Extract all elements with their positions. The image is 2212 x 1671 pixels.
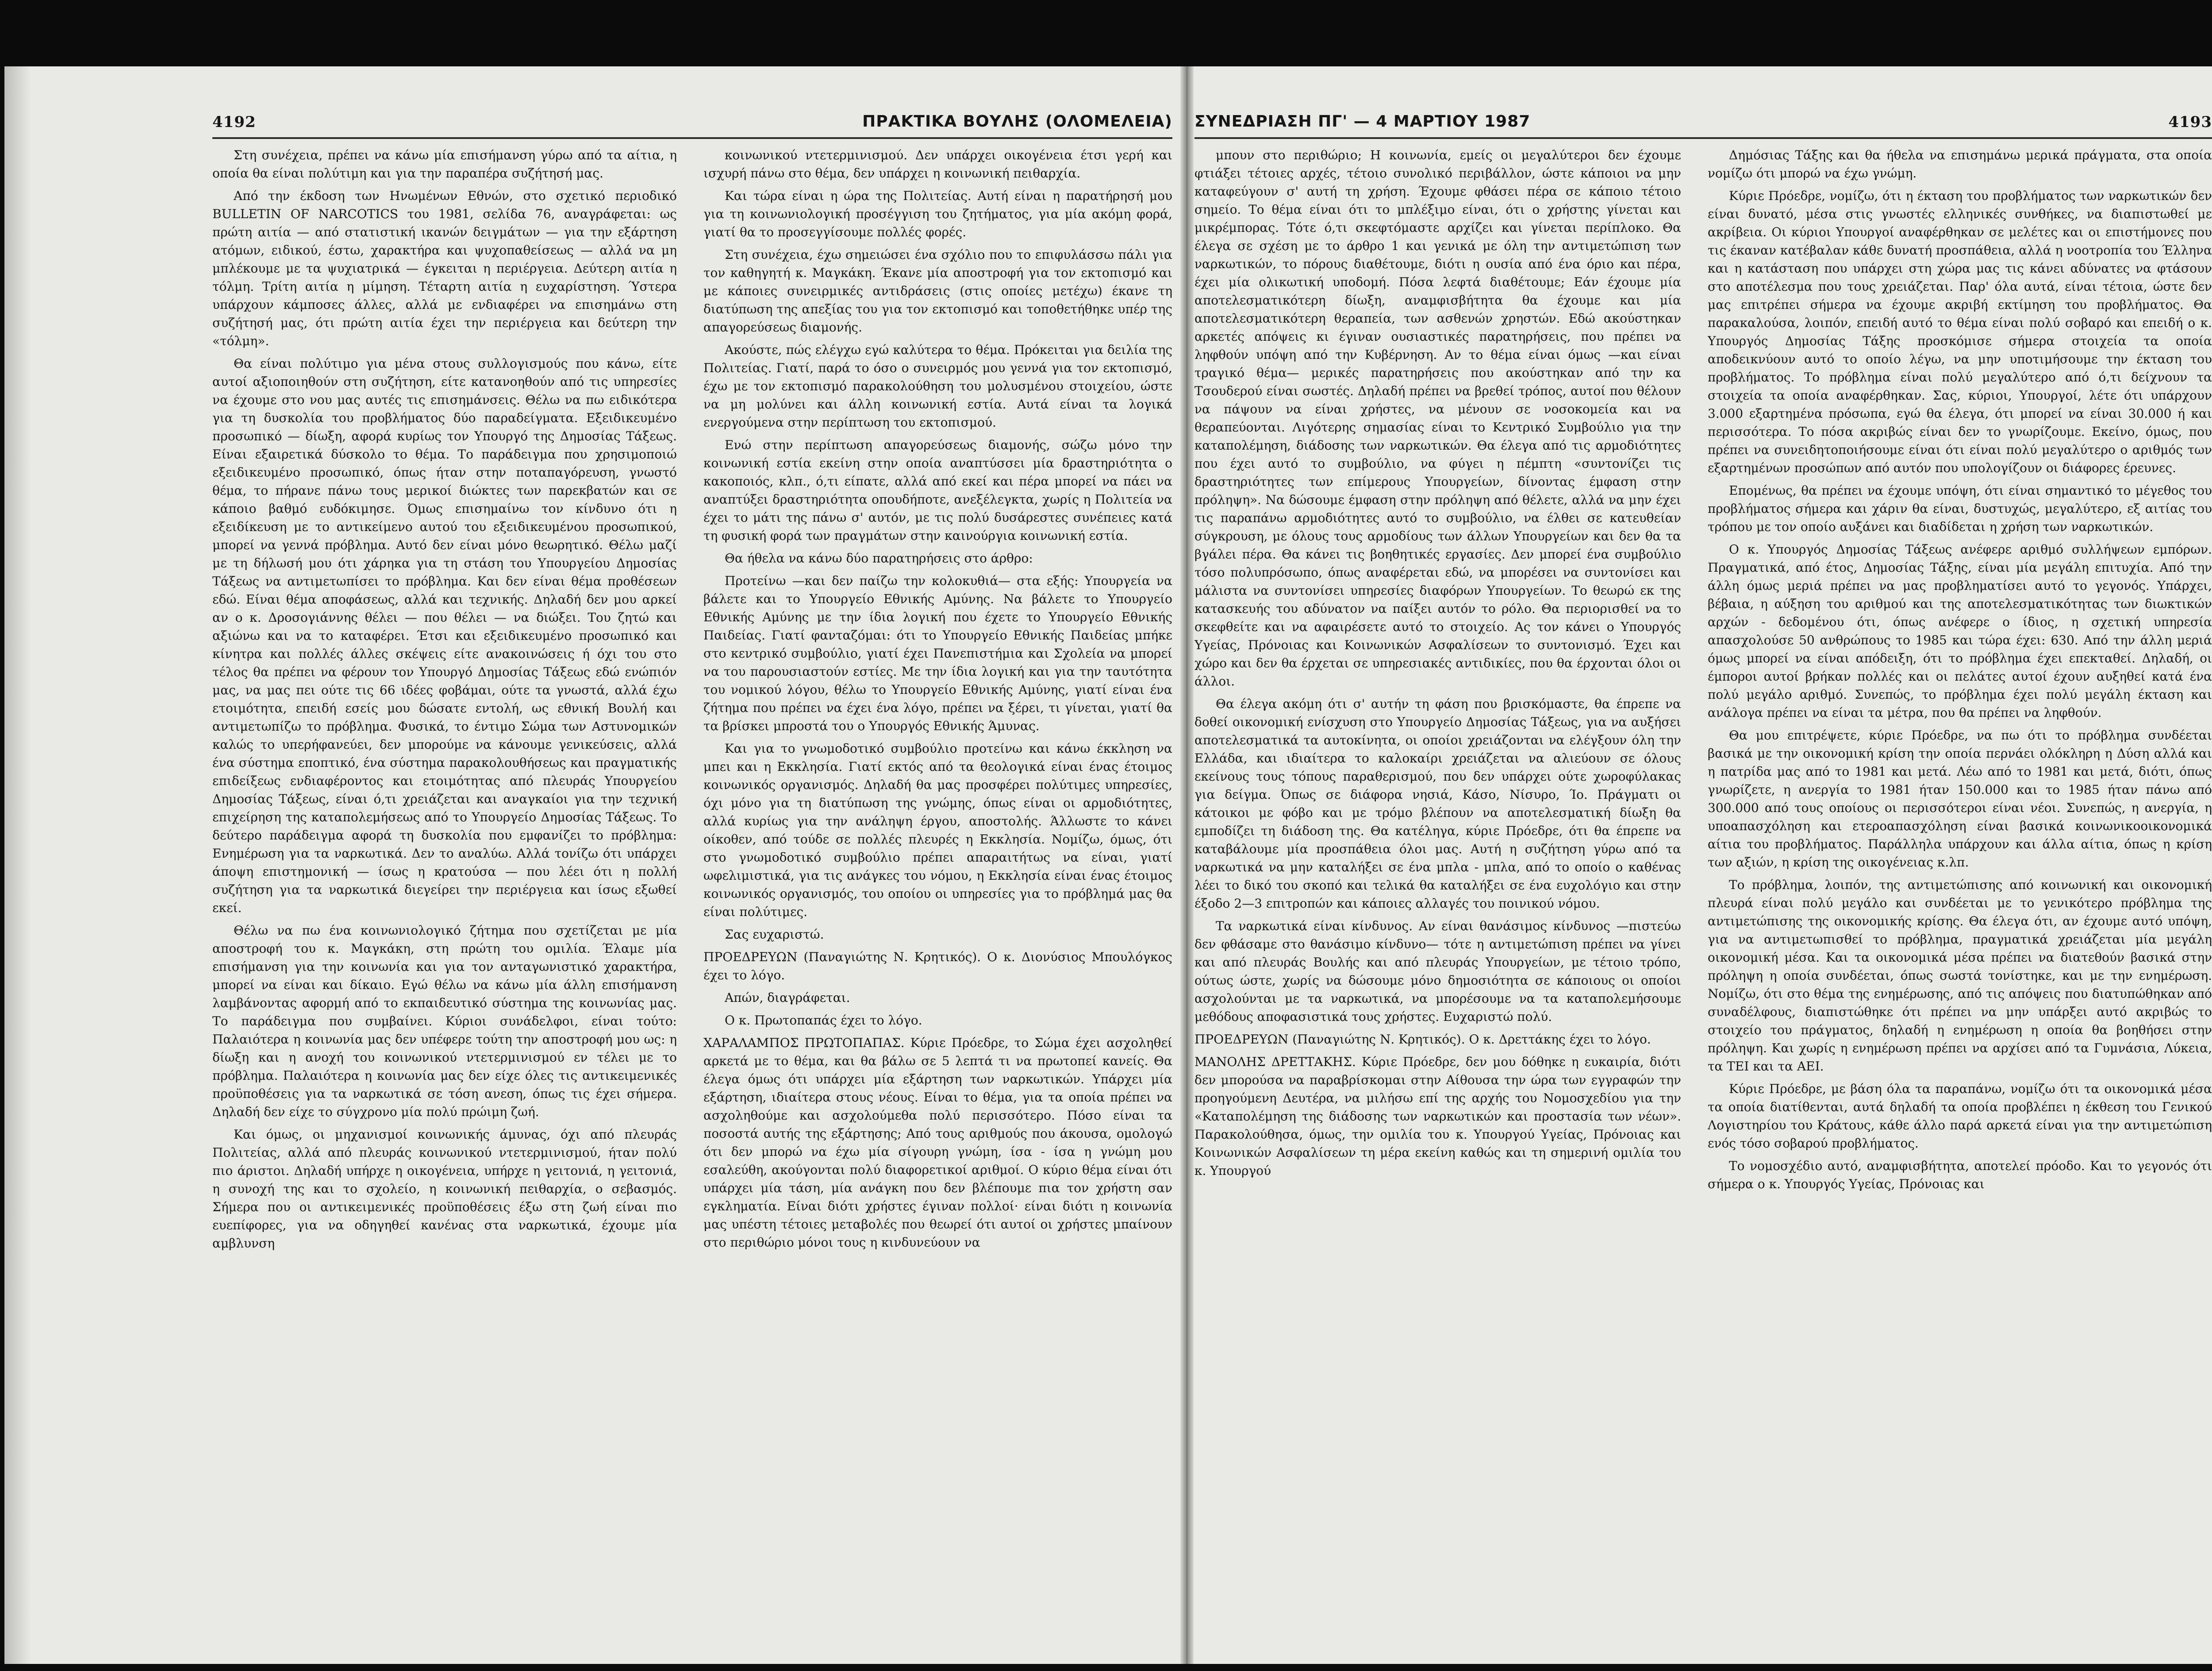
paragraph: Ενώ στην περίπτωση απαγορεύσεως διαμονής, σώζω μόνο την κοινωνική εστία εκείνη στην οποία αναπτύσσει μία δραστηριότητα ο κακοποιός, κλπ., ό,τι είπατε, αλλά από εκεί και πέρα μπορεί να πάει να αναπτύξει δραστηριότητα οπουδήποτε, ανεξέλεγκτα, χωρίς η Πολιτεία να έχει το μάτι της πάνω σ' αυτόν, με τις πολύ δυσάρεστες συνέπειες κατά τη φυσική φορά των πραγμάτων στην καινούργια κοινωνική εστία.	[703, 438, 1172, 543]
paragraph: Σας ευχαριστώ.	[725, 927, 824, 942]
paragraph: Θα ήθελα να κάνω δύο παρατηρήσεις στο άρθρο:	[725, 551, 1033, 566]
left-running-head: ΠΡΑΚΤΙΚΑ ΒΟΥΛΗΣ (ΟΛΟΜΕΛΕΙΑ)	[862, 112, 1172, 131]
speaker-paragraph: ΧΑΡΑΛΑΜΠΟΣ ΠΡΩΤΟΠΑΠΑΣ. Κύριε Πρόεδρε, το Σώμα έχει ασχοληθεί αρκετά με το θέμα, και θα βάλω σε 5 λεπτά τι να πρωτοπεί κανείς. Θα έλεγα όμως ότι υπάρχει μία εξάρτηση των ναρκωτικών. Υπάρχει μία εξάρτηση, ιδιαίτερα στους νέους. Είναι το θέμα, για τα οποία πρέπει να ασχοληθούμε και ασχολούμεθα πολύ περισσότερο. Πόσο είναι τα ποσοστά αυτής της εξάρτησης; Από τους αριθμούς που άκουσα, ομολογώ ότι δεν μπορώ να έχω μία σίγουρη γνώμη, ίσα - ίσα η γνώμη μου εσαλεύθη, ακούγονται πολύ διαφορετικοί αριθμοί. Ο κύριο θέμα είναι ότι υπάρχει μία τάση, μία ανάγκη που δεν βλέπουμε πια τον χρήστη σαν εγκληματία. Είναι διότι χρήστες έγιναν πολλοί· είναι διότι η κοινωνία μας υπέστη τέτοιες μεταβολές που θεωρεί ότι αυτοί οι χρήστες μπαίνουν στο περιθώριο μόνοι τους η κινδυνεύουν να	[703, 1036, 1172, 1250]
paragraph: Θέλω να πω ένα κοινωνιολογικό ζήτημα που σχετίζεται με μία αποστροφή του κ. Μαγκάκη, στη πρώτη του ομιλία. Έλαμε μία επισήμανση για την κοινωνία και για τον ανταγωνιστικό χαρακτήρα, μπορεί να είναι και δίκαιο. Εγώ θέλω να κάνω μία άλλη επισήμανση λαμβάνοντας αφορμή από το εκπαιδευτικό σύστημα της κοινωνίας μας. Το παράδειγμα που συμβαίνει. Κύριοι συνάδελφοι, είναι τούτο: Παλαιότερα η κοινωνία μας δεν υπέφερε τούτη την αποστροφή μου ως: η δίωξη και η ανοχή του κοινωνικού ντετερμινισμού εν τέλει με το πρόβλημα. Παλαιότερα η κοινωνία μας δεν είχε όλες τις αντικειμενικές προϋποθέσεις για τα ναρκωτικά σε τόση ανεση, όπως τις έχει σήμερα. Δηλαδή δεν είχε το σύγχρονο μία πολύ πρώιμη ζωή.	[212, 923, 677, 1119]
right-header	[1194, 111, 2212, 139]
paragraph: Και τώρα είναι η ώρα της Πολιτείας. Αυτή είναι η παρατήρησή μου για τη κοινωνιολογική προσέγγιση του ζητήματος, για μία ακόμη φορά, γιατί θα το προσεγγίσουμε πολλές φορές.	[703, 189, 1172, 239]
paragraph: Κύριε Πρόεδρε, νομίζω, ότι η έκταση του προβλήματος των ναρκωτικών δεν είναι δυνατό, μέσα στις γνωστές ελληνικές συνθήκες, να διαπιστωθεί με ακρίβεια. Οι κύριοι Υπουργοί αναφέρθηκαν σε μελέτες και οι επιστήμονες που τις έκαναν κατέβαλαν κάθε δυνατή προσπάθεια, αλλά η νοοτροπία του Έλληνα και η κατάσταση που υπάρχει στη χώρα μας τις κάνει αδύνατες να φτάσουν στο αποτέλεσμα που τους χρειάζεται. Παρ' όλα αυτά, είναι τέτοια, ώστε δεν μας επιτρέπει σήμερα να έχουμε ακριβή εκτίμηση του προβλήματος. Θα παρακαλούσα, λοιπόν, επειδή αυτό το θέμα είναι πολύ σοβαρό και επειδή ο κ. Υπουργός Δημοσίας Τάξης προσκόμισε σήμερα στοιχεία τα οποία αποδεικνύουν αυτό το οποίο λέγω, να μην υποτιμήσουμε την έκταση του προβλήματος. Το πρόβλημα είναι πολύ μεγαλύτερο από ό,τι δείχνουν τα στοιχεία τα οποία αναφέρθηκαν. Σας, κύριοι, Υπουργοί, λέτε ότι υπάρχουν 3.000 εξαρτημένα πρόσωπα, εγώ θα έλεγα, ότι μπορεί να είναι 30.000 ή και περισσότερα. Το πόσα ακριβώς είναι δεν το γνωρίζουμε. Εκείνο, όμως, που πρέπει να συνειδητοποιήσουμε είναι ότι είναι πολύ μεγαλύτερο ο αριθμός των εξαρτημένων προσώπων από αυτόν που υπολογίζουν οι διάφορες έρευνες.	[1708, 189, 2212, 475]
right-page-number: 4193	[2168, 113, 2212, 131]
left-header	[212, 111, 1172, 139]
paragraph: Προτείνω —και δεν παίζω την κολοκυθιά— στα εξής: Υπουργεία να βάλετε και το Υπουργείο Εθνικής Αμύνης. Να βάλετε το Υπουργείο Εθνικής Αμύνης με την ίδια λογική που έχετε το Υπουργείο Εθνικής Παιδείας. Γιατί φανταζόμαι: ότι το Υπουργείο Εθνικής Παιδείας μπήκε στο κεντρικό συμβούλιο, γιατί έχει Πανεπιστήμια και Σχολεία να μπορεί να του παρουσιαστούν εστίες. Με την ίδια λογική και για την ταυτότητα του νομικού λόγου, θέλω το Υπουργείο Εθνικής Αμύνης, γιατί είναι ένα ζήτημα που πρέπει να έχει ένα λόγο, πρέπει να ξέρει, τι γίνεται, γιατί θα τα βρίσκει μπροστά του ο Υπουργός Εθνικής Άμυνας.	[703, 574, 1172, 733]
paragraph: Στη συνέχεια, έχω σημειώσει ένα σχόλιο που το επιφυλάσσω πάλι για τον καθηγητή κ. Μαγκάκη. Έκανε μία αποστροφή για τον εκτοπισμό και με κάποιες συνειρμικές αντιδράσεις (στις οποίες μετέχω) έκανε τη διατύπωση της απεξίας του για τον εκτοπισμό και τοποθετήθηκε υπέρ της απαγορεύσεως διαμονής.	[703, 247, 1172, 335]
book-spine	[1180, 66, 1194, 1664]
paragraph: Ο κ. Πρωτοπαπάς έχει το λόγο.	[725, 1013, 922, 1028]
paragraph: Το πρόβλημα, λοιπόν, της αντιμετώπισης από κοινωνική και οικονομική πλευρά είναι πολύ μεγάλο και συνδέεται με το γενικότερο πρόβλημα της αντιμετώπισης της οικονομικής κρίσης. Θα έλεγα ότι, αν έχουμε αυτό υπόψη, για να αντιμετωπισθεί το πρόβλημα, πραγματικά χρειάζεται μία μεγάλη οικονομική μέσα. Και τα οικονομικά μέσα πρέπει να διατεθούν βασικά στην πρόληψη η οποία συνδέεται, όπως σωστά τονίστηκε, και με την ενημέρωση. Νομίζω, ότι στο θέμα της ενημέρωσης, από τις απόψεις που διατυπώθηκαν από συναδέλφους, διαπιστώθηκε ότι πρέπει να μην υπάρξει αυτό ακριβώς το στοιχείο του πράγματος, δηλαδή η ενημέρωση η οποία θα βοηθήσει στην πρόληψη. Και χωρίς η ενημέρωση πρέπει να αρχίσει από τα Γυμνάσια, Λύκεια, τα ΤΕΙ και τα ΑΕΙ.	[1708, 878, 2212, 1074]
left-column-1	[212, 146, 677, 1664]
paragraph: Ο κ. Υπουργός Δημοσίας Τάξεως ανέφερε αριθμό συλλήψεων εμπόρων. Πραγματικά, από έτος, Δημοσίας Τάξης, είναι μία μεγάλη επιτυχία. Από την άλλη όμως μεριά πρέπει να μας προβληματίσει αυτό το γεγονός. Υπάρχει, βέβαια, η αύξηση του αριθμού και της αποτελεσματικότητας των διωκτικών αρχών - δεδομένου ότι, όπως ανέφερε ο ίδιος, η σχετική υπηρεσία απασχολούσε 50 ανθρώπους το 1985 και τώρα έχει: 630. Από την άλλη μεριά όμως μπορεί να είναι απόδειξη, ότι το πρόβλημα έχει επεκταθεί. Δηλαδή, οι έμποροι αυτοί βρήκαν πολλές και οι πελάτες αυτοί έχουν αυξηθεί κατά ένα πολύ μεγάλο αριθμό. Συνεπώς, το πρόβλημα έχει πολύ μεγάλη έκταση και ανάλογα πρέπει να είναι τα μέτρα, που θα πρέπει να ληφθούν.	[1708, 542, 2212, 720]
right-running-head: ΣΥΝΕΔΡΙΑΣΗ ΠΓ' — 4 ΜΑΡΤΙΟΥ 1987	[1194, 112, 1531, 131]
paragraph: Από την έκδοση των Ηνωμένων Εθνών, στο σχετικό περιοδικό BULLETIN OF NARCOTICS του 1981, σελίδα 76, αναγράφεται: ως πρώτη αιτία — από στατιστική ικανών δειγμάτων — για την εξάρτηση ατόμων, ειδικού, έστω, χαρακτήρα και ψυχοπαθείσεως — αλλά να μη μπλέκουμε με τα ψυχιατρικά — έγκειται η περιέργεια. Δεύτερη αιτία η τόλμη. Τρίτη αιτία η μίμηση. Τέταρτη αιτία η ευχαρίστηση. Ύστερα υπάρχουν κάμποσες άλλες, αλλά με ενδιαφέρει να επισημάνω στη συζήτησή μας, ότι πρώτη αιτία έχει την περιέργεια και δεύτερη την «τόλμη».	[212, 189, 677, 348]
paragraph: Επομένως, θα πρέπει να έχουμε υπόψη, ότι είναι σημαντικό το μέγεθος του προβλήματος σήμερα και χάριν θα είναι, δυστυχώς, μεγαλύτερο, εξ αιτίας του τρόπου με τον οποίο αυξάνει και διαδίδεται η χρήση των ναρκωτικών.	[1708, 483, 2212, 534]
paragraph: Δημόσιας Τάξης και θα ήθελα να επισημάνω μερικά πράγματα, στα οποία νομίζω ότι μπορώ να έχω γνώμη.	[1708, 148, 2212, 181]
speaker-paragraph: ΜΑΝΟΛΗΣ ΔΡΕΤΤΑΚΗΣ. Κύριε Πρόεδρε, δεν μου δόθηκε η ευκαιρία, διότι δεν μπορούσα να παραβρίσκομαι στην Αίθουσα την ώρα των εγγραφών την προηγούμενη Δευτέρα, να μιλήσω επί της αρχής του Νομοσχεδίου για την «Καταπολέμηση της διάδοσης των ναρκωτικών και προστασία των νέων». Παρακολούθησα, όμως, την ομιλία του κ. Υπουργού Υγείας, Πρόνοιας και Κοινωνικών Ασφαλίσεων τη μέρα εκείνη καθώς και τη σημερινή ομιλία του κ. Υπουργού	[1194, 1055, 1681, 1178]
paragraph: Στη συνέχεια, πρέπει να κάνω μία επισήμανση γύρω από τα αίτια, η οποία θα είναι πολύτιμη και για την παραπέρα συζήτησή μας.	[212, 148, 677, 181]
left-column-2	[703, 146, 1172, 1664]
speaker-paragraph: ΠΡΟΕΔΡΕΥΩΝ (Παναγιώτης Ν. Κρητικός). Ο κ. Διονύσιος Μπουλόγκος έχει το λόγο.	[703, 950, 1172, 982]
paragraph: Ακούστε, πώς ελέγχω εγώ καλύτερα το θέμα. Πρόκειται για δειλία της Πολιτείας. Γιατί, παρά το όσο ο συνειρμός μου γεννά για τον εκτοπισμό, έχω με τον εκτοπισμό παρακολούθηση του μολυσμένου στοιχείου, ώστε να μη μολύνει και άλλη κοινωνική εστία. Αυτά είναι τα λογικά ενεργούμενα στην περίπτωση του εκτοπισμού.	[703, 343, 1172, 430]
paragraph: Τα ναρκωτικά είναι κίνδυνος. Αν είναι θανάσιμος κίνδυνος —πιστεύω δεν φθάσαμε στο θανάσιμο κίνδυνο— τότε η αντιμετώπιση πρέπει να γίνει και από πλευράς Βουλής και από πλευράς Υπουργείων, με τέτοιο τρόπο, ούτως ώστε, χωρίς να δώσουμε μόνο δημοσιότητα σε κάποιους οι οποίοι ασχολούνται με τα ναρκωτικά, να μπορέσουμε να τα καταπολεμήσουμε μεθόδους αποφασιστικά τους χρήστες. Ευχαριστώ πολύ.	[1194, 919, 1681, 1024]
paragraph: Απών, διαγράφεται.	[725, 990, 850, 1005]
paragraph: κοινωνικού ντετερμινισμού. Δεν υπάρχει οικογένεια έτσι γερή και ισχυρή πάνω στο θέμα, δεν υπάρχει η κοινωνική πειθαρχία.	[703, 148, 1172, 181]
paragraph: Και για το γνωμοδοτικό συμβούλιο προτείνω και κάνω έκκληση να μπει και η Εκκλησία. Γιατί εκτός από τα θεολογικά είναι ένας έτοιμος κοινωνικός οργανισμός. Δηλαδή θα μας προσφέρει πολύτιμες υπηρεσίες, όχι μόνο για τη διατύπωση της γνώμης, όπως είναι οι αρμοδιότητες, αλλά κυρίως για την ανάληψη έργου, αποστολής. Άλλωστε το κάνει οίκοθεν, από τούδε σε πολλές πλευρές η Εκκλησία. Νομίζω, όμως, ότι στο γνωμοδοτικό συμβούλιο πρέπει απαραιτήτως να είναι, γιατί ωφελιμιστικά, για τις ανάγκες του νόμου, η Εκκλησία είναι ένας έτοιμος κοινωνικός οργανισμός, του οποίου οι υπηρεσίες για το πρόβλημά μας θα είναι πολύτιμες.	[703, 741, 1172, 919]
paragraph: Θα είναι πολύτιμο για μένα στους συλλογισμούς που κάνω, είτε αυτοί αξιοποιηθούν στη συζήτηση, είτε κατανοηθούν από τις υπηρεσίες να έχουμε στο νου μας αυτές τις επισημάνσεις. Θέλω να πω ειδικότερα για τη δυσκολία του προβλήματος δύο παραδείγματα. Εξειδικευμένο προσωπικό — δίωξη, αφορά κυρίως τον Υπουργό της Δημοσίας Τάξεως. Είναι εξαιρετικά δύσκολο το θέμα. Το παράδειγμα που χρησιμοποιώ εξειδικευμένο προσωπικό, όπως ήταν στην ποταπαγόρευση, γνωστό θέμα, το πήρανε πάνω τους μερικοί διώκτες των παρεκβατών και σε κάποιο βαθμό ευδόκιμησε. Όμως επισημαίνω τον κίνδυνο ότι η εξειδίκευση με το αντικείμενο αυτού του εξειδικευμένου προσωπικού, μπορεί να γεννά πρόβλημα. Αυτό δεν είναι μόνο θεωρητικό. Θέλω μαζί με τη δήλωσή μου ότι χάρηκα για τη στάση του Υπουργείου Δημοσίας Τάξεως να αντιμετωπίσει το πρόβλημα. Και δεν είναι θέμα προθέσεων εδώ. Είναι θέμα αποφάσεως, αλλά και τεχνικής. Δηλαδή δεν μου αρκεί αν ο κ. Δροσογιάννης θέλει — που θέλει — να διώξει. Του ζητώ και αξιώνω και να το καταφέρει. Έτσι και εξειδικευμένο προσωπικό και κίνητρα και πολλές άλλες σκέψεις είτε ανακοινώσεις ή όχι του στο τέλος θα πρέπει να φέρουν τον Υπουργό Δημοσίας Τάξεως εδώ ενώπιόν μας, να μας πει ούτε τις 66 ιδέες φοβάμαι, ούτε τα γνωστά, αλλά έχω ετοιμότητα, επειδή εσείς μου δώσατε εντολή, ως εθνική Βουλή και αντιμετωπίζω το πρόβλημα. Φυσικά, το έντιμο Σώμα των Αστυνομικών καλώς το υπερήφανεύει, δεν μπορούμε να κάνουμε γενικεύσεις, αλλά ένα σύστημα εποπτικό, ένα σύστημα παρακολουθήσεως και πραγματικής επιδείξεως ενδιαφέροντος και ετοιμότητας από πλευράς Υπουργείου Δημοσίας Τάξεως, είναι ό,τι χρειάζεται και αναγκαίοι για την τεχνική επιχείρηση της καταπολεμήσεως από το Υπουργείο Δημοσίας Τάξεως. Το δεύτερο παράδειγμα αφορά τη δυσκολία που εμφανίζει το πρόβλημα: Ενημέρωση για τα ναρκωτικά. Δεν το αναλύω. Αλλά τονίζω ότι υπάρχει άποψη επιστημονική — ίσως η κρατούσα — που λέει ότι η πολλή συζήτηση για τα ναρκωτικά διεγείρει την περιέργεια και ίσως εξωθεί εκεί.	[212, 356, 677, 915]
paragraph: Θα έλεγα ακόμη ότι σ' αυτήν τη φάση που βρισκόμαστε, θα έπρεπε να δοθεί οικονομική ενίσχυση στο Υπουργείο Δημοσίας Τάξεως, για να αυξήσει αποτελεσματικά τα αυτοκίνητα, οι οποίοι χρειάζονται να ελέγξουν όλη την Ελλάδα, και ιδιαίτερα το καλοκαίρι χρειάζεται να αλιεύουν σε όλους εκείνους τους τόπους παραθερισμού, που δεν υπάρχει ούτε χωροφύλακας για δείγμα. Όπως σε διάφορα νησιά, Κάσο, Νίσυρο, Ίο. Πράγματι οι κάτοικοι με φόβο και με τρόμο βλέπουν να αποτελεσματική δίωξη θα εμποδίζει τη διάδοση της. Θα κατέληγα, κύριε Πρόεδρε, ότι θα έπρεπε να καταβάλουμε μία προσπάθεια όλοι μας. Αυτή η συζήτηση γύρω από τα ναρκωτικά να μην καταλήξει σε ένα μπλα - μπλα, από το οποίο ο καθένας λέει το δικό του σκοπό και τελικά θα καταλήξει σε ένα ευχολόγιο και στην έξοδο 2—3 επιτροπών και κάποιες αλλαγές του ποινικού νόμου.	[1194, 697, 1681, 911]
paragraph: μπουν στο περιθώριο; Η κοινωνία, εμείς οι μεγαλύτεροι δεν έχουμε φτιάξει τέτοιες αρχές, τέτοιο συνολικό περιβάλλον, ώστε κάποιοι να μην καταφεύγουν σ' αυτή τη χρήση. Έχουμε φθάσει πέρα σε κάποιο τέτοιο σημείο. Το θέμα είναι ότι το μπλέξιμο είναι, ότι ο χρήστης γίνεται και μικρέμπορας. Τότε ό,τι σκεφτόμαστε αρχίζει και γίνεται περίπλοκο. Θα έλεγα σε σχέση με το άρθρο 1 και γενικά με όλη την αντιμετώπιση των ναρκωτικών, το πόρους διαθέτουμε, διότι η ουσία από ένα όριο και πέρα, έχει μία ολικωτική υποδομή. Πόσα λεφτά διαθέτουμε; Εάν έχουμε μία αποτελεσματικότερη δίωξη, αναμφισβήτητα θα έχουμε και μία αποτελεσματικότερη θεραπεία, των ασθενών χρηστών. Εδώ ακούστηκαν αρκετές απόψεις κι έγιναν ουσιαστικές παρατηρήσεις, που πρέπει να ληφθούν υπόψη από την Κυβέρνηση. Αν το θέμα είναι όμως —και είναι τραγικό θέμα— μερικές παρατηρήσεις που ακούστηκαν από την κα Τσουδερού είναι σωστές. Δηλαδή πρέπει να βρεθεί τρόπος, αυτοί που θέλουν να πάψουν να είναι χρήστες, να μένουν σε νοσοκομεία και να θεραπεύονται. Λιγότερης σημασίας είναι το Κεντρικό Συμβούλιο για την καταπολέμηση, διάδοσης των ναρκωτικών. Θα έλεγα από τις αρμοδιότητες που έχει αυτό το συμβούλιο, να φύγει η πέμπτη «συντονίζει τις δραστηριότητες των επίμερους Υπουργείων, δίνοντας έμφαση στην πρόληψη». Να δώσουμε έμφαση στην πρόληψη από θέλετε, αλλά να μην έχει τις παραπάνω αρμοδιότητες αυτό το συμβούλιο, να έλθει σε κατευθείαν σύγκρουση, με όλους τους αρμοδίους των άλλων Υπουργείων και δεν θα τα βγάλει πέρα. Θα κάνει τις βοηθητικές εργασίες. Δεν μπορεί ένα συμβούλιο τόσο πολυπρόσωπο, όπως αναφέρεται εδώ, να μπορέσει να συντονίσει και μάλιστα να συντονίσει υπηρεσίες διαφόρων Υπουργείων. Το θεωρώ εκ της κατασκευής του αδύνατον να παίξει αυτόν το ρόλο. Θα περιορισθεί να το σκεφθείτε και να αφαιρέσετε αυτό το στοιχείο. Ας τον κάνει ο Υπουργός Υγείας, Πρόνοιας και Κοινωνικών Ασφαλίσεων το συντονισμό. Έχει και χώρο και δεν θα έρχεται σε υπηρεσιακές αντιδικίες, που θα έρχονται όλοι οι άλλοι.	[1194, 148, 1681, 689]
paragraph: Θα μου επιτρέψετε, κύριε Πρόεδρε, να πω ότι το πρόβλημα συνδέεται βασικά με την οικονομική κρίση την οποία περνάει ολόκληρη η Δύση αλλά και η πατρίδα μας από το 1981 και μετά. Λέω από το 1981 και μετά, διότι, όπως γνωρίζετε, η ανεργία το 1981 ήταν 150.000 και το 1985 ήταν πάνω από 300.000 από τους οποίους οι περισσότεροι είναι νέοι. Συνεπώς, η ανεργία, η υποαπασχόληση και ετεροαπασχόληση είναι βασικά κοινωνικοοικονομικά αίτια του προβλήματος. Παράλληλα υπάρχουν και άλλα αίτια, όπως η κρίση των αξιών, η κρίση της οικογένειας κ.λπ.	[1708, 728, 2212, 870]
page-edge-shadow	[4, 66, 31, 1664]
speaker-paragraph: ΠΡΟΕΔΡΕΥΩΝ (Παναγιώτης Ν. Κρητικός). Ο κ. Δρεττάκης έχει το λόγο.	[1194, 1032, 1651, 1047]
paragraph: Το νομοσχέδιο αυτό, αναμφισβήτητα, αποτελεί πρόοδο. Και το γεγονός ότι σήμερα ο κ. Υπουργός Υγείας, Πρόνοιας και	[1708, 1159, 2212, 1191]
right-column-1	[1194, 146, 1681, 1664]
paragraph: Και όμως, οι μηχανισμοί κοινωνικής άμυνας, όχι από πλευράς Πολιτείας, αλλά από πλευράς κοινωνικού ντετερμινισμού, ήταν πολύ πιο άριστοι. Δηλαδή υπήρχε η οικογένεια, υπήρχε η γειτονιά, η γειτονιά, η συνοχή της και το σχολείο, η κοινωνική πειθαρχία, ο σεβασμός. Σήμερα που οι αντικειμενικές προϋποθέσεις έξω στη ζωή είναι πιο ευεπίφορες, για να οδηγηθεί κανένας στα ναρκωτικά, έχουμε μία αμβλυνση	[212, 1127, 677, 1251]
right-column-2	[1708, 146, 2212, 1664]
paragraph: Κύριε Πρόεδρε, με βάση όλα τα παραπάνω, νομίζω ότι τα οικονομικά μέσα τα οποία διατίθενται, αυτά δηλαδή τα οποία προβλέπει η έκθεση του Γενικού Λογιστηρίου του Κράτους, κάθε άλλο παρά αρκετά είναι για την αντιμετώπιση ενός τόσο σοβαρού προβλήματος.	[1708, 1082, 2212, 1151]
left-page-number: 4192	[212, 113, 256, 131]
